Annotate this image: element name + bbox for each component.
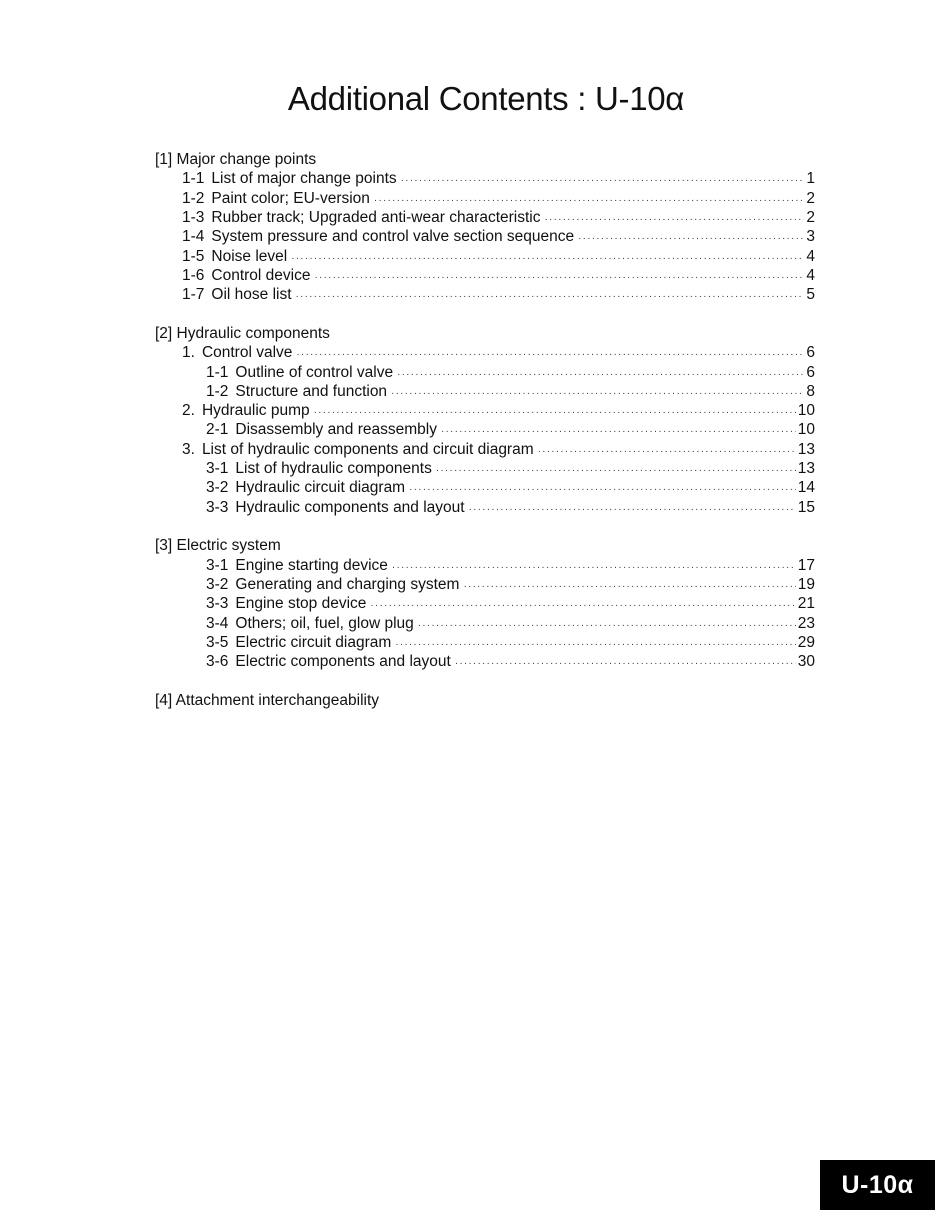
dot-leader xyxy=(578,229,804,248)
entry-page: 3 xyxy=(806,228,815,246)
entry-page: 6 xyxy=(806,344,815,362)
toc-entry[interactable] xyxy=(155,208,815,227)
toc-section-hydraulic-components xyxy=(155,324,815,517)
toc-entry[interactable] xyxy=(155,652,815,671)
entry-page: 14 xyxy=(797,479,815,497)
dot-leader xyxy=(291,249,804,268)
dot-leader xyxy=(314,268,804,287)
entry-number: 3-3 xyxy=(206,595,229,613)
toc-section-electric-system xyxy=(155,536,815,671)
dot-leader xyxy=(397,365,804,384)
dot-leader xyxy=(296,287,805,306)
entry-label: Oil hose list xyxy=(211,286,292,304)
entry-number: 1-6 xyxy=(182,266,205,284)
toc-entry[interactable] xyxy=(155,169,815,188)
page-title: Additional Contents : U-10α xyxy=(287,80,685,117)
entry-page: 8 xyxy=(806,382,815,400)
entry-page: 29 xyxy=(797,633,815,651)
entry-label: Others; oil, fuel, glow plug xyxy=(235,614,414,632)
toc-entry[interactable] xyxy=(155,401,815,420)
entry-page: 10 xyxy=(797,402,815,420)
entry-number: 3-2 xyxy=(206,479,229,497)
entry-page: 13 xyxy=(797,440,815,458)
entry-page: 19 xyxy=(797,576,815,593)
toc-entry[interactable] xyxy=(155,285,815,304)
entry-number: 1-3 xyxy=(182,208,205,226)
entry-number: 3-6 xyxy=(206,653,229,671)
entry-page: 2 xyxy=(806,189,815,207)
toc-entry[interactable] xyxy=(155,478,815,497)
entry-label: Control valve xyxy=(201,344,293,362)
entry-number: 1-7 xyxy=(182,286,205,304)
toc-entry[interactable] xyxy=(155,459,815,478)
entry-label: System pressure and control valve section sequence xyxy=(211,228,575,246)
entry-number: 1-5 xyxy=(182,247,205,265)
toc-entry[interactable] xyxy=(155,247,815,266)
toc-entry[interactable] xyxy=(155,382,815,401)
entry-label: Electric circuit diagram xyxy=(235,633,392,651)
entry-page: 5 xyxy=(806,286,815,304)
section-heading: [1] Major change points xyxy=(155,151,317,168)
toc-entry[interactable] xyxy=(155,266,815,285)
entry-number: 2-1 xyxy=(206,421,229,439)
entry-label: Hydraulic components and layout xyxy=(235,498,465,516)
dot-leader xyxy=(370,596,795,615)
toc-entry[interactable] xyxy=(155,189,815,208)
toc-section-major-change-points xyxy=(155,150,815,304)
toc-entry[interactable] xyxy=(155,498,815,517)
entry-number: 1-4 xyxy=(182,228,205,246)
toc-entry[interactable] xyxy=(155,420,815,439)
section-heading: [2] Hydraulic components xyxy=(155,324,330,342)
toc-entry[interactable] xyxy=(155,227,815,246)
entry-number: 3-1 xyxy=(206,556,229,574)
entry-label: Electric components and layout xyxy=(235,653,451,671)
dot-leader xyxy=(545,210,805,229)
entry-number: 1-1 xyxy=(206,363,229,381)
entry-page: 30 xyxy=(797,653,815,671)
entry-page: 2 xyxy=(806,208,815,226)
dot-leader xyxy=(391,384,804,403)
entry-page: 17 xyxy=(797,556,815,574)
entry-number: 3-1 xyxy=(206,460,229,478)
dot-leader xyxy=(455,654,796,673)
toc-section-attachment-interchangeability xyxy=(155,691,815,710)
dot-leader xyxy=(401,171,805,190)
dot-leader xyxy=(469,500,796,519)
entry-page: 21 xyxy=(797,595,815,613)
entry-label: List of hydraulic components and circuit diagram xyxy=(201,440,534,458)
entry-label: List of hydraulic components xyxy=(235,460,432,478)
dot-leader xyxy=(538,442,796,461)
entry-label: Hydraulic circuit diagram xyxy=(235,479,406,497)
entry-label: Outline of control valve xyxy=(235,363,394,381)
entry-label: Paint color; EU-version xyxy=(211,189,370,207)
entry-label: Disassembly and reassembly xyxy=(235,421,437,439)
dot-leader xyxy=(463,577,795,596)
entry-label: Control device xyxy=(211,266,311,284)
entry-label: Hydraulic pump xyxy=(201,402,310,420)
entry-label: Engine stop device xyxy=(235,595,367,613)
table-of-contents xyxy=(155,150,815,730)
toc-entry[interactable] xyxy=(155,594,815,613)
entry-page: 13 xyxy=(797,460,815,478)
entry-number: 1-1 xyxy=(182,170,205,188)
entry-number: 3-4 xyxy=(206,614,229,632)
entry-page: 6 xyxy=(806,363,815,381)
entry-number: 1. xyxy=(182,344,195,362)
entry-number: 3-3 xyxy=(206,498,229,516)
section-heading: [3] Electric system xyxy=(155,537,281,555)
section-heading[interactable]: [4] Attachment interchangeability xyxy=(155,691,380,709)
entry-page: 15 xyxy=(797,498,815,516)
model-corner-tab: U-10α xyxy=(820,1160,935,1210)
toc-entry[interactable] xyxy=(155,363,815,382)
entry-label: Noise level xyxy=(211,247,288,265)
entry-page: 23 xyxy=(797,614,815,632)
entry-number: 3-5 xyxy=(206,633,229,651)
entry-number: 1-2 xyxy=(182,189,205,207)
entry-page: 10 xyxy=(797,421,815,439)
entry-page: 4 xyxy=(806,266,815,284)
entry-number: 1-2 xyxy=(206,382,229,400)
toc-entry[interactable] xyxy=(155,614,815,633)
entry-page: 1 xyxy=(806,170,815,188)
entry-label: List of major change points xyxy=(211,170,397,188)
toc-entry[interactable] xyxy=(155,556,815,575)
dot-leader xyxy=(395,635,795,654)
entry-label: Generating and charging system xyxy=(235,576,460,593)
entry-label: Rubber track; Upgraded anti-wear characteristic xyxy=(211,208,541,226)
toc-entry[interactable] xyxy=(155,440,815,459)
dot-leader xyxy=(436,461,796,480)
dot-leader xyxy=(409,480,796,499)
toc-entry[interactable] xyxy=(155,343,815,362)
entry-number: 2. xyxy=(182,402,195,420)
entry-label: Structure and function xyxy=(235,382,388,400)
entry-number: 3. xyxy=(182,440,195,458)
entry-label: Engine starting device xyxy=(235,556,388,574)
entry-page: 4 xyxy=(806,247,815,265)
toc-entry[interactable] xyxy=(155,633,815,652)
toc-entry[interactable] xyxy=(155,575,815,594)
entry-number: 3-2 xyxy=(206,576,229,593)
dot-leader xyxy=(418,616,796,635)
